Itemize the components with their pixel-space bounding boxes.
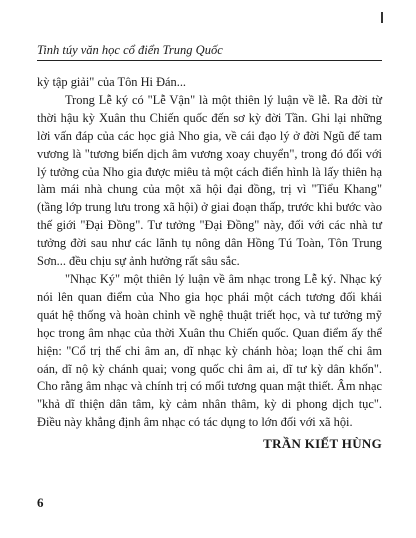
paragraph-nhac-ky: "Nhạc Ký" một thiên lý luận về âm nhạc trong Lễ ký. Nhạc ký nói lên quan điểm của Nho gia học phái một cách tương đối khái quát hệ thống và hoàn chỉnh về nghệ thuật triết học, và tư tưởng mỹ học trong âm nhạc của thời Xuân thu Chiến quốc. Quan điểm ấy thể hiện: "Cổ trị thế chi âm an, dĩ nhạc kỳ chánh hòa; loạn thế chi âm oán, dĩ nộ kỳ chánh quai; vong quốc chi âm ai, dĩ tư kỳ dân khốn". Cho rằng âm nhạc và chính trị có mối tương quan mật thiết. Âm nhạc "khả dĩ thiện dân tâm, kỳ cảm nhân thâm, kỳ di phong dịch tục". Điều này khẳng định âm nhạc có tác dụng to lớn đối với xã hội. xyxy=(37,271,382,430)
paragraph-le-van: Trong Lễ ký có "Lễ Vận" là một thiên lý luận về lễ. Ra đời từ thời hậu kỳ Xuân thu Chiến quốc đến sơ kỳ đời Tần. Ghi lại những lời vấn đáp của các học giả Nho gia, về cái đạo lý ở đời Ngũ đế tam vương là "tương biến dịch âm vương xoay chuyển", trong đó đối với lý tưởng của Nho gia được miêu tả một cách điển hình là lấy thiên hạ làm mái nhà chung của một xã hội đại đồng, trị vì "Tiểu Khang" (tầng lớp trung lưu trong xã hội) ở giai đoạn thấp, trước khi bước vào thế giới "Đại Đồng". Tư tưởng "Đại Đồng" này, đối với các nhà tư tưởng đời sau như các lãnh tụ nông dân Hồng Tú Toàn, Tôn Trung Sơn... đều chịu sự ảnh hưởng rất sâu sắc. xyxy=(37,92,382,269)
page-number: 6 xyxy=(37,495,44,510)
header-rule xyxy=(37,60,382,61)
page-body xyxy=(37,74,382,432)
corner-mark xyxy=(381,12,383,23)
running-head-title: Tinh túy văn học cổ điển Trung Quốc xyxy=(37,43,223,57)
paragraph-continuation: kỳ tập giải" của Tôn Hi Đán... xyxy=(37,75,187,89)
author-signature: TRẦN KIẾT HÙNG xyxy=(263,436,382,451)
